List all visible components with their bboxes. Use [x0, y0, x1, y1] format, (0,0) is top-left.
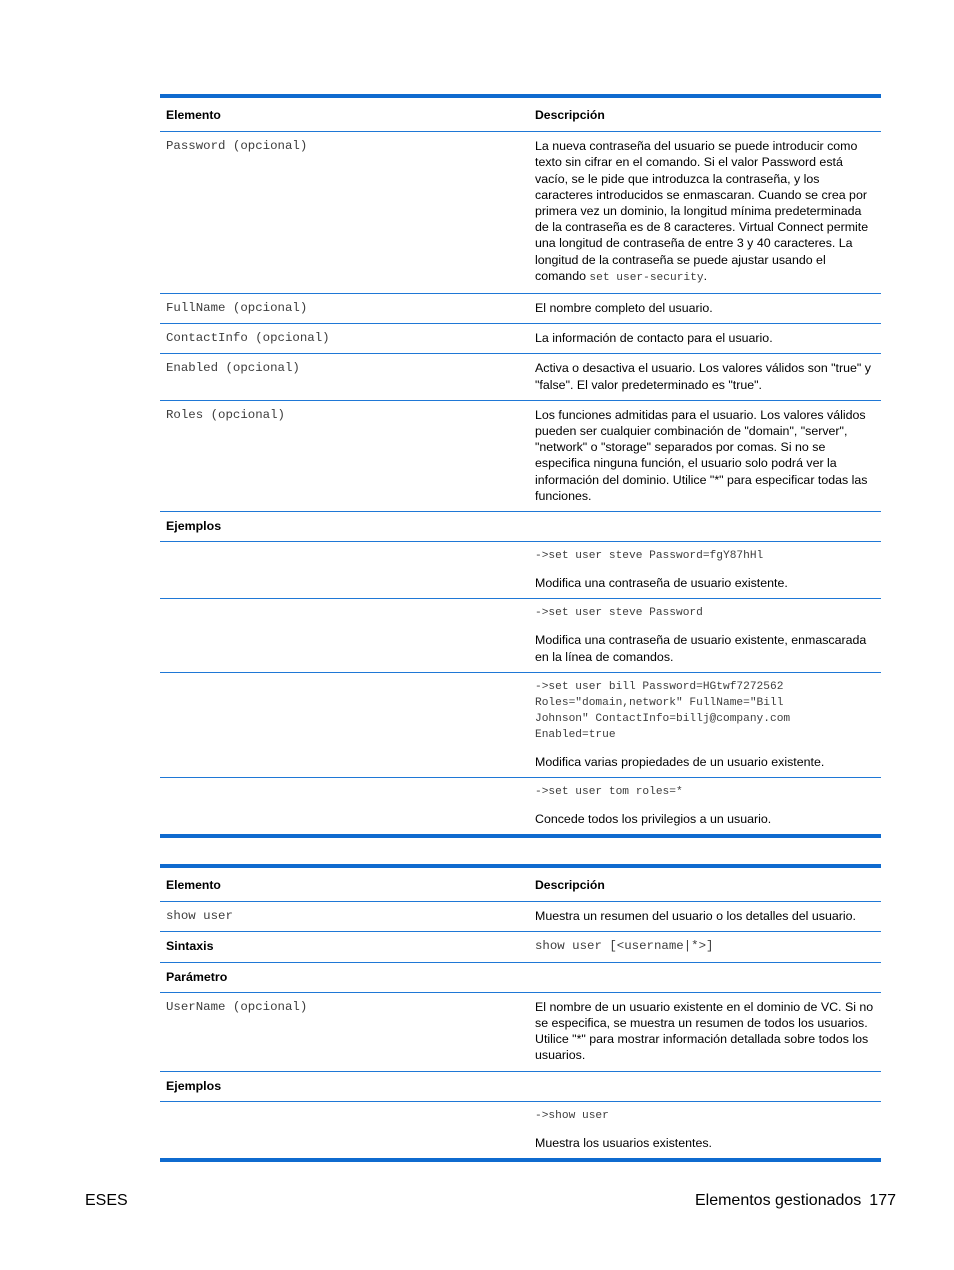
- syntax-code: show user [<username|*>]: [535, 932, 881, 962]
- param-username: UserName (opcional): [160, 992, 535, 1071]
- param-enabled: Enabled (opcional): [160, 354, 535, 400]
- param-contactinfo: ContactInfo (opcional): [160, 324, 535, 354]
- table-row: [160, 902, 881, 932]
- table-row: [160, 354, 881, 400]
- syntax-label: Sintaxis: [160, 932, 535, 962]
- example-code: ->set user steve Password: [535, 607, 703, 620]
- param-password: Password (opcional): [160, 132, 535, 294]
- footer-section-title: Elementos gestionados: [694, 1192, 862, 1209]
- example-row: [160, 599, 881, 672]
- parameter-label: Parámetro: [160, 962, 535, 992]
- parameter-heading-row: [160, 962, 881, 992]
- table-header: [160, 96, 881, 132]
- example-desc: Modifica una contraseña de usuario existente, enmascarada en la línea de comandos.: [535, 633, 867, 664]
- page-number: 177: [869, 1192, 896, 1209]
- examples-label: Ejemplos: [160, 512, 535, 542]
- command-show-user: show user: [160, 902, 535, 932]
- inline-code: set user-security: [589, 271, 704, 284]
- example-desc: Concede todos los privilegios a un usuario.: [535, 812, 772, 827]
- table-row: [160, 324, 881, 354]
- footer-locale: ESES: [85, 1192, 128, 1209]
- example-desc: Modifica una contraseña de usuario existente.: [535, 576, 788, 591]
- table-row: [160, 132, 881, 294]
- example-row: [160, 778, 881, 837]
- table-show-user: [160, 864, 881, 1162]
- desc-text-end: .: [703, 268, 708, 283]
- example-code: ->show user: [535, 1109, 609, 1122]
- param-enabled-desc: Activa o desactiva el usuario. Los valores válidos son "true" y "false". El valor predeterminado es "true".: [535, 354, 881, 400]
- header-elemento: Elemento: [160, 96, 535, 132]
- examples-heading-row: [160, 512, 881, 542]
- command-show-user-desc: Muestra un resumen del usuario o los detalles del usuario.: [535, 902, 881, 932]
- header-descripcion: Descripción: [535, 96, 881, 132]
- examples-label: Ejemplos: [160, 1071, 535, 1101]
- example-row: [160, 542, 881, 599]
- table-row: [160, 400, 881, 511]
- param-roles-desc: Los funciones admitidas para el usuario. Los valores válidos pueden ser cualquier combinación de "domain", "server", "network" o "storage" separados por comas. Si no se especifica ninguna función, el usuario solo podrá ver la información del dominio. Utilice "*" para especificar todas las funciones.: [535, 400, 881, 511]
- param-roles: Roles (opcional): [160, 400, 535, 511]
- table-row: [160, 992, 881, 1071]
- example-desc: Muestra los usuarios existentes.: [535, 1135, 712, 1150]
- example-code: ->set user tom roles=*: [535, 786, 683, 799]
- header-descripcion: Descripción: [535, 866, 881, 902]
- example-row: [160, 1101, 881, 1160]
- examples-heading-row: [160, 1071, 881, 1101]
- example-row: [160, 672, 881, 777]
- param-contactinfo-desc: La información de contacto para el usuario.: [535, 324, 881, 354]
- table-header: [160, 866, 881, 902]
- param-fullname-desc: El nombre completo del usuario.: [535, 294, 881, 324]
- table-row: [160, 294, 881, 324]
- param-username-desc: El nombre de un usuario existente en el dominio de VC. Si no se especifica, se muestra un resumen de todos los usuarios. Utilice "*" para mostrar información detallada sobre todos los usuarios.: [535, 992, 881, 1071]
- example-code: ->set user steve Password=fgY87hHl: [535, 550, 764, 563]
- syntax-row: [160, 932, 881, 962]
- example-desc: Modifica varias propiedades de un usuario existente.: [535, 754, 825, 769]
- param-fullname: FullName (opcional): [160, 294, 535, 324]
- header-elemento: Elemento: [160, 866, 535, 902]
- desc-text: La nueva contraseña del usuario se puede introducir como texto sin cifrar en el comando. Si el valor Password está vacío, se le pide que introduzca la contraseña, y los caracteres introducidos se enmascaran. Cuando se crea por primera vez un dominio, la longitud mínima predeterminada de la contraseña es de 8 caracteres. Virtual Connect permite una longitud de contraseña de entre 3 y 40 caracteres. La longitud de la contraseña se puede ajustar usando el comando: [535, 139, 869, 283]
- param-password-desc: [535, 132, 881, 294]
- footer-page-info: [695, 1190, 896, 1212]
- table-set-user: [160, 94, 881, 838]
- example-code: ->set user bill Password=HGtwf7272562 Roles="domain,network" FullName="Bill Johnson" ContactInfo=billj@company.com Enabled=true: [535, 680, 791, 741]
